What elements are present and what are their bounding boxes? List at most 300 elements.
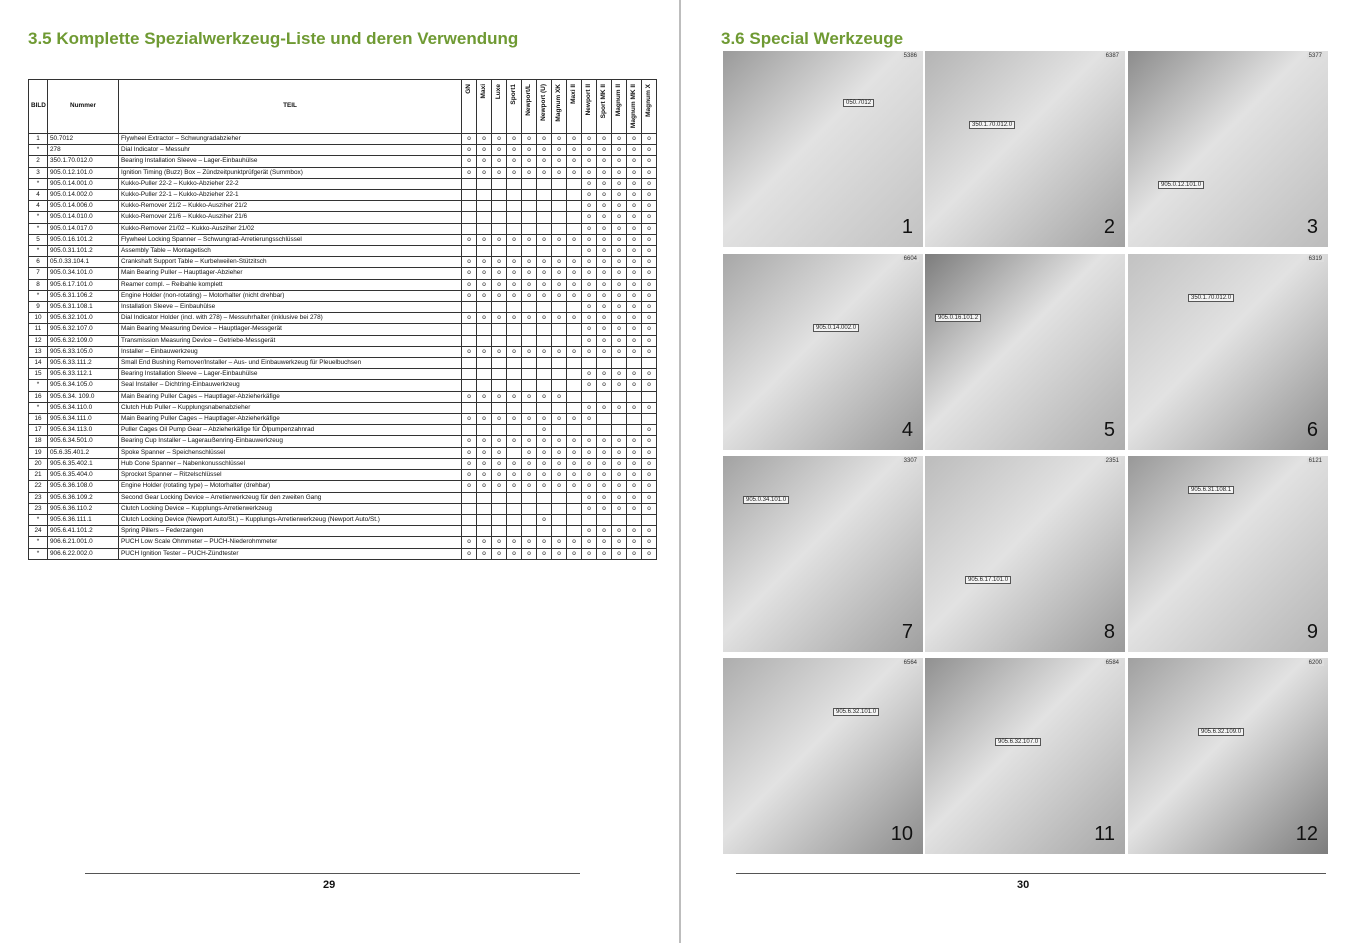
cell-model-mark: o (627, 190, 642, 201)
cell-model-mark: o (492, 167, 507, 178)
header-nummer: Nummer (48, 80, 119, 134)
cell-bild: 21 (29, 470, 48, 481)
cell-model-mark: o (612, 447, 627, 458)
cell-model-mark: o (582, 313, 597, 324)
cell-model-mark: o (612, 526, 627, 537)
photo-part-label: 350.1.70.012.0 (1188, 294, 1234, 302)
cell-model-mark (567, 380, 582, 391)
cell-model-mark (567, 335, 582, 346)
cell-model-mark (552, 335, 567, 346)
cell-teil: Bearing Installation Sleeve – Lager-Einbauhülse (119, 369, 462, 380)
photo-part-label: 905.0.14.002.0 (813, 324, 859, 332)
cell-model-mark (567, 402, 582, 413)
cell-model-mark (552, 526, 567, 537)
cell-model-mark (522, 302, 537, 313)
header-model: Luxe (492, 80, 507, 134)
cell-model-mark: o (642, 268, 657, 279)
cell-model-mark: o (597, 335, 612, 346)
cell-bild: 13 (29, 346, 48, 357)
cell-model-mark: o (597, 380, 612, 391)
cell-model-mark (522, 358, 537, 369)
cell-model-mark: o (492, 279, 507, 290)
table-row (29, 156, 657, 167)
photo-part-label: 905.6.31.108.1 (1188, 486, 1234, 494)
cell-model-mark (552, 212, 567, 223)
cell-model-mark: o (552, 548, 567, 559)
table-row (29, 246, 657, 257)
cell-model-mark: o (477, 391, 492, 402)
cell-model-mark: o (597, 369, 612, 380)
cell-model-mark: o (597, 257, 612, 268)
photo-code: 6200 (1308, 660, 1322, 666)
cell-nummer: 905.6.31.106.2 (48, 290, 119, 301)
cell-model-mark: o (537, 548, 552, 559)
cell-model-mark (552, 302, 567, 313)
cell-model-mark: o (612, 156, 627, 167)
cell-model-mark (567, 178, 582, 189)
cell-model-mark: o (612, 436, 627, 447)
photo-number: 12 (1295, 823, 1318, 845)
cell-model-mark: o (462, 156, 477, 167)
cell-model-mark: o (582, 279, 597, 290)
cell-model-mark (597, 358, 612, 369)
cell-model-mark: o (642, 257, 657, 268)
cell-model-mark (492, 503, 507, 514)
cell-model-mark: o (627, 167, 642, 178)
table-row (29, 425, 657, 436)
cell-model-mark: o (582, 470, 597, 481)
cell-model-mark: o (642, 470, 657, 481)
tool-photo (723, 254, 923, 450)
cell-model-mark (522, 178, 537, 189)
cell-model-mark: o (537, 481, 552, 492)
cell-model-mark: o (492, 145, 507, 156)
cell-model-mark: o (612, 369, 627, 380)
cell-model-mark: o (537, 458, 552, 469)
header-model: Newport II (582, 80, 597, 134)
cell-model-mark (552, 380, 567, 391)
table-row (29, 335, 657, 346)
cell-model-mark (507, 324, 522, 335)
cell-model-mark: o (582, 402, 597, 413)
cell-model-mark (507, 212, 522, 223)
cell-model-mark (567, 526, 582, 537)
cell-model-mark: o (507, 436, 522, 447)
cell-model-mark: o (477, 447, 492, 458)
cell-model-mark: o (567, 346, 582, 357)
cell-teil: Main Bearing Measuring Device – Hauptlager-Messgerät (119, 324, 462, 335)
cell-model-mark (507, 492, 522, 503)
cell-model-mark: o (582, 447, 597, 458)
table-header-row (29, 80, 657, 134)
footer-rule (85, 873, 580, 874)
header-teil: TEIL (119, 80, 462, 134)
cell-model-mark (537, 178, 552, 189)
cell-model-mark: o (477, 268, 492, 279)
cell-model-mark: o (507, 167, 522, 178)
cell-model-mark: o (627, 369, 642, 380)
cell-teil: Ignition Timing (Buzz) Box – Zündzeitpunktprüfgerät (Summbox) (119, 167, 462, 178)
cell-model-mark: o (507, 470, 522, 481)
cell-model-mark: o (507, 290, 522, 301)
cell-teil: Flywheel Extractor – Schwungradabzieher (119, 134, 462, 145)
cell-model-mark (612, 514, 627, 525)
cell-model-mark (462, 324, 477, 335)
cell-model-mark: o (582, 212, 597, 223)
cell-nummer: 905.0.14.017.0 (48, 223, 119, 234)
cell-model-mark: o (582, 268, 597, 279)
cell-teil: Clutch Locking Device – Kupplungs-Arretierwerkzeug (119, 503, 462, 514)
cell-model-mark (552, 503, 567, 514)
cell-model-mark (552, 358, 567, 369)
cell-model-mark: o (462, 234, 477, 245)
cell-model-mark: o (567, 470, 582, 481)
cell-bild: 5 (29, 234, 48, 245)
cell-model-mark (582, 358, 597, 369)
cell-model-mark (492, 526, 507, 537)
cell-model-mark (462, 369, 477, 380)
cell-model-mark (642, 414, 657, 425)
cell-bild: 11 (29, 324, 48, 335)
cell-model-mark: o (642, 324, 657, 335)
cell-model-mark: o (537, 514, 552, 525)
cell-model-mark: o (582, 537, 597, 548)
cell-model-mark: o (492, 290, 507, 301)
cell-model-mark: o (612, 503, 627, 514)
cell-nummer: 905.6.36.108.0 (48, 481, 119, 492)
cell-nummer: 905.6.36.109.2 (48, 492, 119, 503)
cell-teil: Spring Pillers – Federzangen (119, 526, 462, 537)
cell-model-mark: o (597, 324, 612, 335)
cell-model-mark: o (612, 201, 627, 212)
cell-model-mark: o (552, 458, 567, 469)
cell-model-mark (522, 369, 537, 380)
cell-bild: 8 (29, 279, 48, 290)
photo-part-label: 905.0.34.101.0 (743, 496, 789, 504)
cell-model-mark: o (612, 324, 627, 335)
photo-number: 11 (1094, 823, 1115, 845)
cell-model-mark (477, 246, 492, 257)
photo-number: 1 (901, 216, 913, 238)
cell-model-mark: o (627, 548, 642, 559)
cell-model-mark (642, 514, 657, 525)
cell-model-mark: o (492, 234, 507, 245)
cell-model-mark: o (642, 436, 657, 447)
table-row (29, 470, 657, 481)
cell-model-mark: o (597, 190, 612, 201)
cell-model-mark (492, 201, 507, 212)
cell-nummer: 905.6.36.111.1 (48, 514, 119, 525)
table-row (29, 492, 657, 503)
cell-model-mark: o (597, 246, 612, 257)
cell-model-mark (537, 358, 552, 369)
cell-model-mark (522, 526, 537, 537)
cell-model-mark: o (627, 302, 642, 313)
cell-model-mark: o (597, 481, 612, 492)
cell-model-mark (522, 503, 537, 514)
cell-bild: 18 (29, 436, 48, 447)
cell-model-mark (522, 335, 537, 346)
cell-model-mark (567, 302, 582, 313)
cell-model-mark: o (627, 145, 642, 156)
cell-model-mark: o (537, 436, 552, 447)
cell-model-mark: o (597, 492, 612, 503)
cell-nummer: 905.6.41.101.2 (48, 526, 119, 537)
cell-model-mark: o (582, 145, 597, 156)
cell-model-mark: o (522, 290, 537, 301)
cell-model-mark: o (642, 190, 657, 201)
cell-model-mark (522, 324, 537, 335)
cell-model-mark: o (462, 145, 477, 156)
cell-model-mark (477, 223, 492, 234)
cell-model-mark: o (627, 346, 642, 357)
cell-model-mark (462, 201, 477, 212)
cell-model-mark (567, 223, 582, 234)
cell-model-mark: o (597, 279, 612, 290)
table-row (29, 190, 657, 201)
cell-model-mark: o (492, 458, 507, 469)
cell-teil: Crankshaft Support Table – Kurbelweilen-Stützitsch (119, 257, 462, 268)
cell-model-mark: o (597, 134, 612, 145)
cell-model-mark (477, 425, 492, 436)
table-row (29, 402, 657, 413)
cell-model-mark (627, 358, 642, 369)
cell-model-mark (537, 246, 552, 257)
cell-model-mark (522, 223, 537, 234)
cell-nummer: 905.0.14.006.0 (48, 201, 119, 212)
cell-model-mark: o (492, 134, 507, 145)
cell-model-mark: o (627, 223, 642, 234)
cell-nummer: 905.6.32.109.0 (48, 335, 119, 346)
cell-model-mark (597, 414, 612, 425)
cell-model-mark: o (567, 481, 582, 492)
cell-model-mark: o (462, 470, 477, 481)
cell-model-mark: o (552, 167, 567, 178)
cell-model-mark (462, 380, 477, 391)
cell-nummer: 905.6.17.101.0 (48, 279, 119, 290)
cell-model-mark: o (627, 246, 642, 257)
cell-model-mark: o (627, 313, 642, 324)
cell-teil: Main Bearing Puller Cages – Hauptlager-Abzieherkäfige (119, 414, 462, 425)
cell-model-mark: o (567, 290, 582, 301)
cell-model-mark: o (462, 279, 477, 290)
cell-model-mark: o (627, 335, 642, 346)
cell-model-mark: o (642, 156, 657, 167)
cell-model-mark: o (462, 447, 477, 458)
cell-model-mark: o (582, 548, 597, 559)
cell-teil: Kukko-Puller 22-2 – Kukko-Abzieher 22-2 (119, 178, 462, 189)
photo-code: 6564 (903, 660, 917, 666)
cell-model-mark (462, 503, 477, 514)
cell-nummer: 905.6.33.105.0 (48, 346, 119, 357)
cell-model-mark (477, 335, 492, 346)
cell-teil: Kukko-Remover 21/6 – Kukko-Ausziher 21/6 (119, 212, 462, 223)
cell-model-mark: o (567, 145, 582, 156)
cell-model-mark (537, 380, 552, 391)
cell-model-mark (492, 335, 507, 346)
cell-bild: 14 (29, 358, 48, 369)
cell-model-mark: o (567, 167, 582, 178)
cell-model-mark: o (552, 436, 567, 447)
cell-nummer: 905.6.34.501.0 (48, 436, 119, 447)
cell-nummer: 905.0.12.101.0 (48, 167, 119, 178)
cell-model-mark: o (537, 425, 552, 436)
cell-model-mark (642, 391, 657, 402)
cell-model-mark: o (642, 335, 657, 346)
cell-model-mark: o (642, 492, 657, 503)
cell-bild: * (29, 246, 48, 257)
cell-model-mark (462, 246, 477, 257)
cell-model-mark: o (462, 313, 477, 324)
cell-model-mark: o (567, 279, 582, 290)
cell-model-mark (567, 190, 582, 201)
cell-model-mark (552, 190, 567, 201)
cell-bild: * (29, 548, 48, 559)
cell-model-mark (477, 492, 492, 503)
cell-model-mark: o (597, 548, 612, 559)
header-model: Maxi II (567, 80, 582, 134)
cell-model-mark: o (612, 335, 627, 346)
cell-model-mark (597, 514, 612, 525)
cell-model-mark: o (462, 290, 477, 301)
photo-code: 6121 (1308, 458, 1322, 464)
cell-model-mark: o (522, 313, 537, 324)
cell-nummer: 278 (48, 145, 119, 156)
cell-model-mark: o (597, 212, 612, 223)
cell-model-mark (582, 425, 597, 436)
cell-model-mark (612, 358, 627, 369)
cell-model-mark (492, 246, 507, 257)
cell-model-mark: o (612, 537, 627, 548)
cell-model-mark (567, 514, 582, 525)
cell-model-mark (552, 492, 567, 503)
cell-model-mark: o (597, 526, 612, 537)
cell-model-mark: o (492, 268, 507, 279)
cell-nummer: 906.6.21.001.0 (48, 537, 119, 548)
cell-model-mark (507, 402, 522, 413)
cell-model-mark: o (552, 279, 567, 290)
cell-teil: Installer – Einbauwerkzeug (119, 346, 462, 357)
cell-model-mark: o (507, 134, 522, 145)
cell-model-mark (537, 223, 552, 234)
cell-model-mark: o (582, 458, 597, 469)
cell-teil: Dial Indicator – Messuhr (119, 145, 462, 156)
cell-model-mark: o (477, 548, 492, 559)
cell-nummer: 905.0.14.002.0 (48, 190, 119, 201)
cell-nummer: 905.6.31.108.1 (48, 302, 119, 313)
cell-model-mark (612, 391, 627, 402)
cell-model-mark: o (642, 212, 657, 223)
cell-model-mark: o (582, 481, 597, 492)
cell-model-mark: o (552, 391, 567, 402)
cell-model-mark (462, 402, 477, 413)
cell-model-mark: o (612, 212, 627, 223)
cell-model-mark: o (582, 492, 597, 503)
cell-model-mark: o (582, 190, 597, 201)
cell-bild: 23 (29, 503, 48, 514)
table-row (29, 458, 657, 469)
header-model: Magnum XK (552, 80, 567, 134)
cell-bild: * (29, 178, 48, 189)
photo-code: 5386 (903, 53, 917, 59)
cell-model-mark (537, 492, 552, 503)
cell-model-mark: o (522, 447, 537, 458)
cell-model-mark (492, 302, 507, 313)
cell-model-mark (477, 369, 492, 380)
table-row (29, 223, 657, 234)
cell-model-mark (537, 201, 552, 212)
cell-model-mark: o (642, 279, 657, 290)
cell-model-mark (462, 335, 477, 346)
cell-model-mark: o (522, 257, 537, 268)
cell-model-mark: o (552, 470, 567, 481)
cell-model-mark (492, 358, 507, 369)
cell-model-mark: o (582, 246, 597, 257)
cell-bild: 24 (29, 526, 48, 537)
cell-model-mark: o (612, 346, 627, 357)
cell-model-mark: o (537, 447, 552, 458)
cell-model-mark (552, 402, 567, 413)
cell-model-mark: o (567, 313, 582, 324)
header-model: Sport1 (507, 80, 522, 134)
cell-model-mark: o (537, 391, 552, 402)
cell-model-mark (552, 324, 567, 335)
header-bild: BILD (29, 80, 48, 134)
cell-model-mark: o (507, 313, 522, 324)
header-model: GN (462, 80, 477, 134)
cell-model-mark: o (612, 313, 627, 324)
cell-model-mark (492, 212, 507, 223)
cell-model-mark (507, 358, 522, 369)
cell-teil: Bearing Installation Sleeve – Lager-Einbauhülse (119, 156, 462, 167)
cell-model-mark: o (597, 458, 612, 469)
cell-model-mark: o (582, 234, 597, 245)
cell-model-mark: o (597, 268, 612, 279)
table-row (29, 313, 657, 324)
cell-model-mark (507, 369, 522, 380)
cell-model-mark: o (642, 246, 657, 257)
table-row (29, 234, 657, 245)
cell-model-mark: o (477, 156, 492, 167)
cell-model-mark: o (582, 380, 597, 391)
cell-model-mark (477, 324, 492, 335)
cell-nummer: 905.0.31.101.2 (48, 246, 119, 257)
cell-teil: PUCH Ignition Tester – PUCH-Zündtester (119, 548, 462, 559)
cell-model-mark: o (612, 268, 627, 279)
cell-model-mark (507, 223, 522, 234)
cell-model-mark: o (627, 436, 642, 447)
cell-model-mark: o (477, 134, 492, 145)
cell-model-mark (567, 503, 582, 514)
cell-model-mark (537, 503, 552, 514)
table-row (29, 201, 657, 212)
table-row (29, 447, 657, 458)
cell-teil: Clutch Hub Puller – Kupplungsnabenabzieher (119, 402, 462, 413)
cell-model-mark (567, 212, 582, 223)
cell-model-mark (567, 391, 582, 402)
tool-photo (925, 51, 1125, 247)
photo-part-label: 905.6.32.107.0 (995, 738, 1041, 746)
tool-photo (723, 51, 923, 247)
cell-model-mark: o (537, 470, 552, 481)
cell-model-mark: o (567, 458, 582, 469)
cell-model-mark: o (567, 257, 582, 268)
cell-model-mark: o (552, 537, 567, 548)
cell-model-mark: o (537, 145, 552, 156)
cell-model-mark: o (507, 279, 522, 290)
cell-model-mark (612, 425, 627, 436)
left-page (0, 0, 679, 943)
